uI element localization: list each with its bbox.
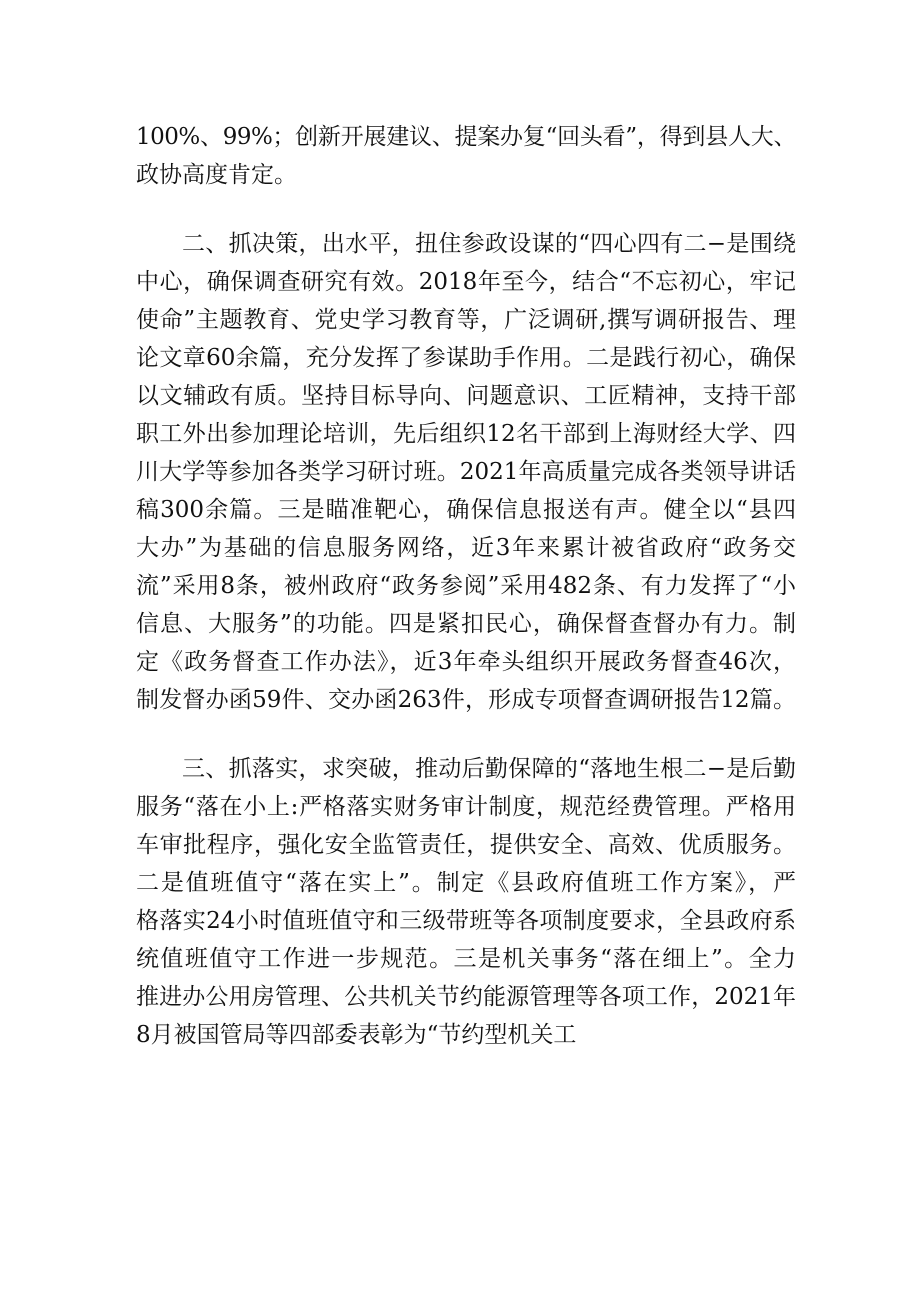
text-line: 二、抓决策，出水平，扭住参政设谋的“四心四有二−是围绕 [182, 231, 796, 257]
text-line: 使命”主题教育、党史学习教育等，广泛调研,撰写调研报告、理 [136, 307, 796, 333]
text-line: 定《政务督查工作办法》，近3年牵头组织开展政务督查46次， [136, 649, 796, 675]
text-line: 格落实24小时值班值守和三级带班等各项制度要求，全县政府系 [136, 908, 796, 934]
document-body [136, 118, 796, 1054]
paragraph-2 [136, 225, 796, 719]
text-line: 车审批程序，强化安全监管责任，提供安全、高效、优质服务。 [136, 832, 796, 858]
text-line: 100%、99%；创新开展建议、提案办复“回头看”，得到县人大、 [136, 124, 796, 150]
text-line: 流”采用8条，被州政府“政务参阅”采用482条、有力发挥了“小 [136, 573, 796, 599]
text-line: 信息、大服务”的功能。四是紧扣民心，确保督查督办有力。制 [136, 611, 796, 637]
text-line: 论文章60余篇，充分发挥了参谋助手作用。二是践行初心，确保 [136, 345, 796, 371]
text-line: 中心，确保调查研究有效。2018年至今，结合“不忘初心，牢记 [136, 269, 796, 295]
text-line: 推进办公用房管理、公共机关节约能源管理等各项工作，2021年 [136, 984, 796, 1010]
text-line: 职工外出参加理论培训，先后组织12名干部到上海财经大学、四 [136, 421, 796, 447]
text-line: 稿300余篇。三是瞄准靶心，确保信息报送有声。健全以“县四 [136, 497, 796, 523]
text-line: 制发督办函59件、交办函263件，形成专项督查调研报告12篇。 [136, 687, 796, 713]
text-line: 以文辅政有质。坚持目标导向、问题意识、工匠精神，支持干部 [136, 383, 796, 409]
text-line: 川大学等参加各类学习研讨班。2021年高质量完成各类领导讲话 [136, 459, 796, 485]
text-line: 统值班值守工作进一步规范。三是机关事务“落在细上”。全力 [136, 946, 796, 972]
paragraph-1 [136, 118, 796, 194]
text-line: 三、抓落实，求突破，推动后勤保障的“落地生根二−是后勤 [182, 756, 796, 782]
text-line: 政协高度肯定。 [136, 162, 297, 188]
text-line: 大办”为基础的信息服务网络，近3年来累计被省政府“政务交 [136, 535, 796, 561]
paragraph-3 [136, 750, 796, 1054]
text-line: 服务“落在小上:严格落实财务审计制度，规范经费管理。严格用 [136, 794, 796, 820]
text-line: 8月被国管局等四部委表彰为“节约型机关工 [136, 1022, 577, 1048]
text-line: 二是值班值守“落在实上”。制定《县政府值班工作方案》，严 [136, 870, 796, 896]
